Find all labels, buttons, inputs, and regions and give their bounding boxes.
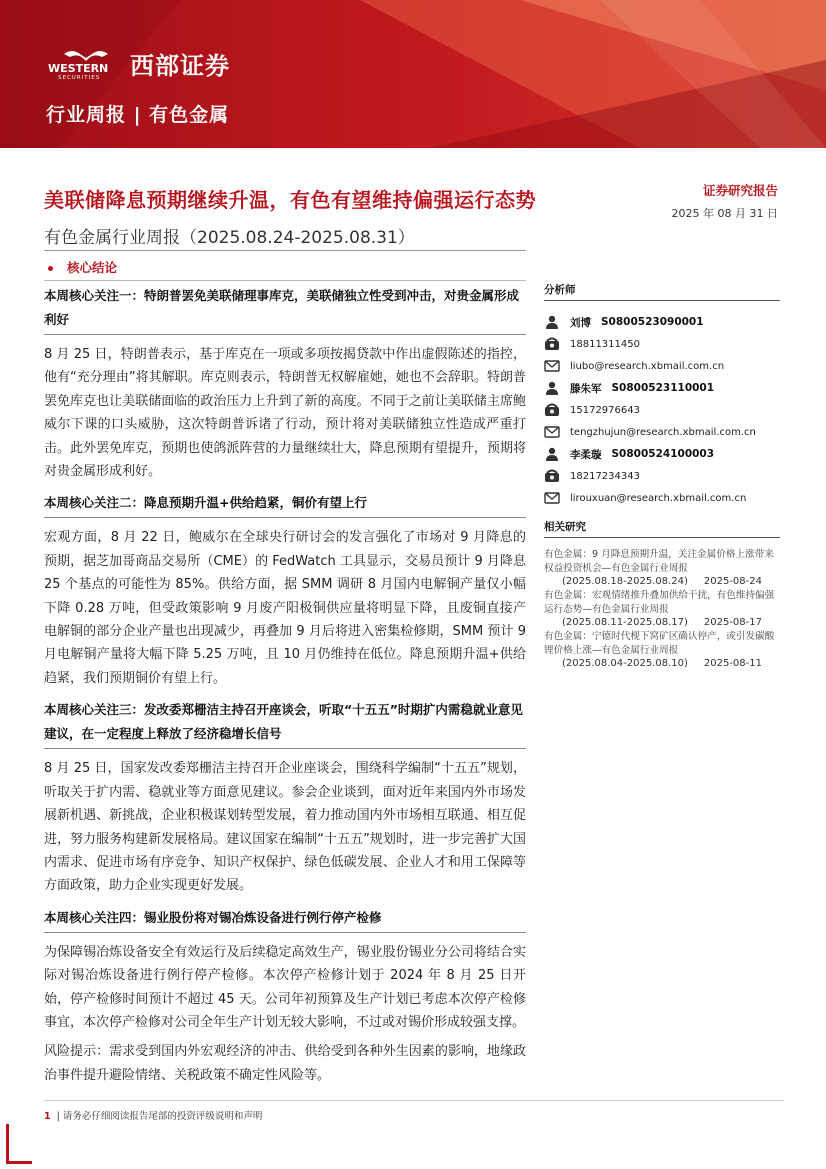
related-title: 有色金属：宏观情绪推升叠加供给干扰，有色维持偏强运行态势—有色金属行业周报 bbox=[544, 590, 775, 615]
related-research bbox=[544, 519, 780, 671]
related-item[interactable] bbox=[544, 548, 780, 589]
analyst-phone: 18217234343 bbox=[570, 470, 640, 482]
focus-section bbox=[44, 282, 526, 483]
core-conclusion-text: 核心结论 bbox=[67, 260, 118, 275]
related-meta bbox=[544, 657, 780, 671]
analyst-phone: 15172976643 bbox=[570, 404, 640, 416]
related-meta bbox=[544, 616, 780, 630]
brand-logo bbox=[46, 46, 230, 81]
page-footer bbox=[44, 1108, 262, 1122]
related-date: 2025-08-11 bbox=[703, 658, 762, 669]
document-type: 证券研究报告 bbox=[702, 183, 778, 198]
phone-icon bbox=[544, 468, 560, 484]
section-paragraph: 8 月 25 日，特朗普表示，基于库克在一项或多项按揭贷款中作出虚假陈述的指控，他有“充分理由”将其解职。库克则表示，特朗普无权解雇她，她也不会辞职。特朗普罢免库克也让美联储面临的政治压力上升到了新的高度。不同于之前让美联储主席鲍威尔下课的口头威胁，这次特朗普诉诸了行动，预计将对美联储独立性造成严重打击。此外罢免库克，预期也使鸽派阵营的力量继续壮大，降息预期有望提升，预期将对贵金属形成利好。 bbox=[44, 347, 526, 480]
focus-section bbox=[44, 696, 526, 897]
analyst-phone-row bbox=[544, 399, 780, 421]
title-divider bbox=[44, 250, 526, 251]
report-category: 行业周报 | 有色金属 bbox=[46, 104, 230, 126]
analyst-phone-row bbox=[544, 465, 780, 487]
analyst-phone: 18811311450 bbox=[570, 338, 640, 350]
analyst-card bbox=[544, 443, 780, 509]
person-icon bbox=[544, 314, 560, 330]
analyst-cert: S0800524100003 bbox=[611, 448, 715, 460]
report-headline: 美联储降息预期继续升温，有色有望维持偏强运行态势 bbox=[44, 188, 536, 212]
focus-section bbox=[44, 489, 526, 690]
brand-name: 西部证券 bbox=[130, 52, 230, 80]
analyst-email[interactable]: tengzhujun@research.xbmail.com.cn bbox=[570, 426, 756, 438]
header-banner bbox=[0, 0, 826, 148]
section-heading: 本周核心关注三：发改委郑栅洁主持召开座谈会，听取“十五五”时期扩内需稳就业意见建议，在一定程度上释放了经济稳增长信号 bbox=[44, 696, 526, 749]
analyst-card bbox=[544, 377, 780, 443]
person-icon bbox=[544, 380, 560, 396]
section-paragraph: 为保障锡冶炼设备安全有效运行及后续稳定高效生产，锡业股份锡业分公司将结合实际对锡冶炼设备进行例行停产检修。本次停产检修计划于 2024 年 8 月 25 日开始，停产检修时间预计不超过 45 天。公司年初预算及生产计划已考虑本次停产检修事宜，本次停产检修对公司全年生产计划无较大影响，不过或对锡价形成较强支撑。 bbox=[44, 944, 526, 1030]
related-item[interactable] bbox=[544, 630, 780, 671]
page-number: 1 bbox=[44, 1111, 51, 1122]
analyst-name-row bbox=[544, 311, 780, 333]
related-title: 有色金属：9 月降息预期升温，关注金属价格上涨带来权益投资机会—有色金属行业周报 bbox=[544, 549, 774, 574]
section-paragraph: 8 月 25 日，国家发改委郑栅洁主持召开企业座谈会，围绕科学编制“十五五”规划，听取关于扩内需、稳就业等方面意见建议。参会企业谈到，面对近年来国内外市场发展新机遇、新挑战，企业积极谋划转型发展，着力推动国内外市场相互联通、相互促进，努力服务构建新发展格局。建议国家在编制“十五五”规划时，进一步完善扩大国内需求、促进市场有序竞争、知识产权保护、绿色低碳发展、企业人才和用工保障等方面政策，助力企业实现更好发展。 bbox=[44, 761, 526, 894]
svg-text:WESTERN: WESTERN bbox=[48, 61, 109, 75]
bullet-icon bbox=[48, 266, 53, 271]
related-range: (2025.08.04-2025.08.10) bbox=[562, 658, 688, 669]
analyst-card bbox=[544, 311, 780, 377]
phone-icon bbox=[544, 402, 560, 418]
report-date: 2025 年 08 月 31 日 bbox=[671, 207, 778, 220]
related-date: 2025-08-24 bbox=[703, 576, 762, 587]
section-heading: 本周核心关注一：特朗普罢免美联储理事库克，美联储独立性受到冲击，对贵金属形成利好 bbox=[44, 282, 526, 335]
section-heading: 本周核心关注二：降息预期升温+供给趋紧，铜价有望上行 bbox=[44, 489, 526, 518]
related-title: 有色金属：宁德时代枧下窝矿区确认停产，或引发碳酸锂价格上涨—有色金属行业周报 bbox=[544, 631, 775, 656]
analyst-email-row bbox=[544, 355, 780, 377]
analyst-email-row bbox=[544, 421, 780, 443]
analyst-email-row bbox=[544, 487, 780, 509]
analyst-name-row bbox=[544, 443, 780, 465]
section-paragraph: 宏观方面，8 月 22 日，鲍威尔在全球央行研讨会的发言强化了市场对 9 月降息的预期，据芝加哥商品交易所（CME）的 FedWatch 工具显示，交易员预计 9 月降息 25 个基点的可能性为 85%。供给方面，据 SMM 调研 8 月国内电解铜产量仅小幅下降 0.28 万吨，但受政策影响 9 月废产阳极铜供应量将明显下降，且废铜直接产电解铜的部分企业产量也出现减少，再叠加 9 月后将进入密集检修期，SMM 预计 9 月电解铜产量将大幅下降 5.25 万吨，且 10 月仍维持在低位。降息预期升温+供给趋紧，我们预期铜价有望上行。 bbox=[44, 530, 526, 686]
analyst-name-row bbox=[544, 377, 780, 399]
email-icon bbox=[544, 358, 560, 374]
related-meta bbox=[544, 575, 780, 589]
core-conclusion-label bbox=[48, 258, 117, 276]
related-date: 2025-08-17 bbox=[703, 617, 762, 628]
related-range: (2025.08.18-2025.08.24) bbox=[562, 576, 688, 587]
western-securities-logo-icon bbox=[46, 48, 126, 80]
analyst-email[interactable]: liubo@research.xbmail.com.cn bbox=[570, 360, 725, 372]
related-item[interactable] bbox=[544, 589, 780, 630]
person-icon bbox=[544, 446, 560, 462]
analyst-cert: S0800523110001 bbox=[611, 382, 715, 394]
footer-divider bbox=[44, 1100, 784, 1101]
disclaimer-text: 请务必仔细阅读报告尾部的投资评级说明和声明 bbox=[62, 1111, 263, 1122]
corner-decoration bbox=[6, 1124, 32, 1164]
related-range: (2025.08.11-2025.08.17) bbox=[562, 617, 688, 628]
email-icon bbox=[544, 424, 560, 440]
analyst-name: 刘博 bbox=[570, 316, 591, 329]
section-heading: 本周核心关注四：锡业股份将对锡冶炼设备进行例行停产检修 bbox=[44, 904, 526, 933]
sidebar bbox=[544, 282, 780, 671]
analyst-cert: S0800523090001 bbox=[601, 316, 704, 328]
focus-section bbox=[44, 904, 526, 1087]
related-heading: 相关研究 bbox=[544, 519, 780, 538]
analyst-name: 李柔璇 bbox=[570, 448, 602, 461]
analyst-phone-row bbox=[544, 333, 780, 355]
report-subtitle: 有色金属行业周报（2025.08.24-2025.08.31） bbox=[44, 228, 415, 248]
main-content bbox=[44, 282, 526, 1093]
risk-warning: 风险提示：需求受到国内外宏观经济的冲击、供给受到各种外生因素的影响，地缘政治事件提升避险情绪、关税政策不确定性风险等。 bbox=[44, 1044, 526, 1083]
analyst-email[interactable]: lirouxuan@research.xbmail.com.cn bbox=[570, 492, 747, 504]
footer-separator: | bbox=[56, 1111, 60, 1122]
email-icon bbox=[544, 490, 560, 506]
analysts-heading: 分析师 bbox=[544, 282, 780, 301]
svg-text:SECURITIES: SECURITIES bbox=[58, 74, 101, 80]
core-divider bbox=[44, 280, 526, 281]
analyst-name: 滕朱军 bbox=[570, 382, 602, 395]
phone-icon bbox=[544, 336, 560, 352]
